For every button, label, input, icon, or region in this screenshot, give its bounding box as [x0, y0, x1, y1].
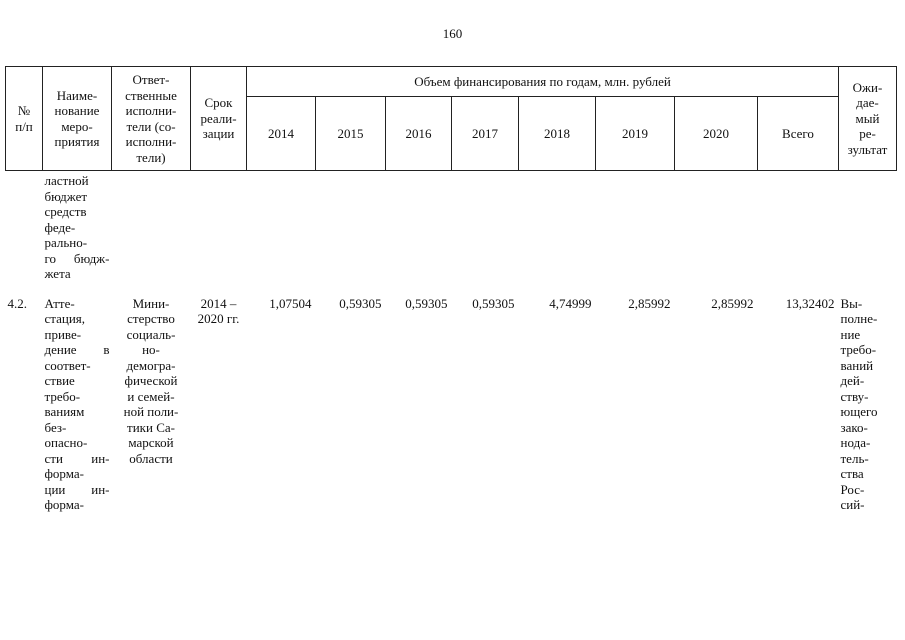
header-year-2017: 2017 [452, 97, 519, 171]
row-term-cell [191, 296, 247, 513]
text-line: жета [44, 266, 71, 281]
text-line: форма- [44, 497, 84, 512]
header-num-col [6, 67, 43, 171]
row-value-2018: 4,74999 [549, 295, 592, 311]
text-line: п/п [15, 118, 33, 134]
text-line: тель- [840, 450, 869, 466]
text-line: Рос- [840, 481, 865, 497]
text-line: полне- [840, 311, 878, 326]
header-term-col [191, 67, 247, 171]
text-line: стерство [127, 311, 175, 326]
text-line: соответ- [44, 357, 91, 373]
header-funding-title: Объем финансирования по годам, млн. рублей [247, 67, 839, 97]
header-year-2015: 2015 [316, 97, 386, 171]
text-line: ваний [840, 357, 874, 373]
text-line: дение в [44, 342, 110, 357]
header-resp-col [112, 67, 191, 171]
text-line: Срок [204, 95, 233, 111]
row-value-2020: 2,85992 [711, 295, 754, 311]
continuation-name-cell [43, 171, 112, 282]
text-line: нода- [840, 435, 871, 450]
text-line: № [17, 103, 31, 118]
row-name-cell [43, 296, 112, 513]
row-result-cell [839, 296, 897, 513]
header-result-col [839, 67, 897, 171]
text-line: области [129, 450, 173, 466]
table-row [6, 296, 897, 513]
text-line: рально- [44, 235, 88, 250]
text-line: ре- [859, 126, 876, 142]
text-line: дае- [856, 95, 879, 111]
text-line: средств [44, 204, 87, 219]
header-name-col [43, 67, 112, 171]
text-line: меро- [61, 118, 93, 134]
text-line: Наиме- [56, 87, 98, 103]
text-line: ние [840, 326, 861, 342]
header-year-2018: 2018 [519, 97, 596, 171]
text-line: нование [54, 103, 100, 118]
text-line: ствие [44, 373, 75, 388]
text-line: Ожи- [852, 79, 883, 95]
row-value-2014: 1,07504 [269, 295, 312, 311]
text-line: и семей- [127, 388, 175, 404]
text-line: ластной [44, 173, 89, 188]
text-line: 2020 гг. [197, 311, 240, 326]
text-line: опасно- [44, 435, 88, 450]
text-line: Атте- [44, 295, 75, 311]
text-line: феде- [44, 219, 76, 235]
text-line: 2014 – [200, 295, 237, 311]
text-line: приве- [44, 326, 82, 342]
page-number: 160 [442, 26, 463, 41]
text-line: исполни- [125, 103, 177, 118]
text-line: зации [202, 126, 235, 142]
text-line: ваниям [44, 404, 85, 419]
text-line: ства [840, 466, 864, 481]
text-line: марской [128, 435, 174, 450]
text-line: ству- [840, 388, 869, 404]
text-line: но- [142, 342, 160, 357]
text-line: ющего [840, 404, 878, 419]
text-line: дей- [840, 373, 865, 388]
continuation-row [6, 171, 897, 282]
text-line: Ответ- [132, 72, 170, 87]
text-line: стация, [44, 311, 86, 326]
text-line: реали- [200, 110, 237, 126]
text-line: сий- [840, 497, 865, 512]
text-line: сти ин- [44, 450, 110, 466]
header-year-2019: 2019 [596, 97, 675, 171]
text-line: зультат [847, 141, 888, 157]
text-line: фической [124, 373, 178, 388]
text-line: Вы- [840, 295, 863, 311]
text-line: требо- [840, 342, 877, 357]
header-year-2020: 2020 [675, 97, 758, 171]
text-line: исполни- [125, 134, 177, 149]
text-line: зако- [840, 419, 868, 435]
row-value-2017: 0,59305 [472, 295, 515, 311]
row-value-2015: 0,59305 [339, 295, 382, 311]
header-year-2014: 2014 [247, 97, 316, 171]
header-total: Всего [758, 97, 839, 171]
table-header [6, 67, 897, 171]
row-resp-cell [112, 296, 191, 513]
funding-table [5, 66, 897, 513]
row-num: 4.2. [7, 295, 27, 311]
text-line: тели (со- [126, 118, 176, 134]
text-line: тики Са- [127, 419, 175, 435]
text-line: требо- [44, 388, 81, 404]
text-line: бюджет [44, 188, 88, 204]
header-year-2016: 2016 [386, 97, 452, 171]
row-total: 13,32402 [785, 295, 835, 311]
row-value-2016: 0,59305 [405, 295, 448, 311]
text-line: го бюдж- [44, 250, 110, 266]
text-line: приятия [54, 134, 100, 149]
text-line: мый [855, 110, 880, 126]
text-line: демогра- [126, 357, 176, 373]
text-line: тели) [136, 149, 166, 165]
text-line: ственные [125, 87, 177, 103]
text-line: без- [44, 419, 67, 435]
text-line: ции ин- [44, 481, 110, 497]
row-value-2019: 2,85992 [628, 295, 671, 311]
text-line: форма- [44, 466, 84, 481]
text-line: социаль- [126, 326, 176, 342]
text-line: Мини- [132, 295, 170, 311]
text-line: ной поли- [123, 404, 179, 419]
